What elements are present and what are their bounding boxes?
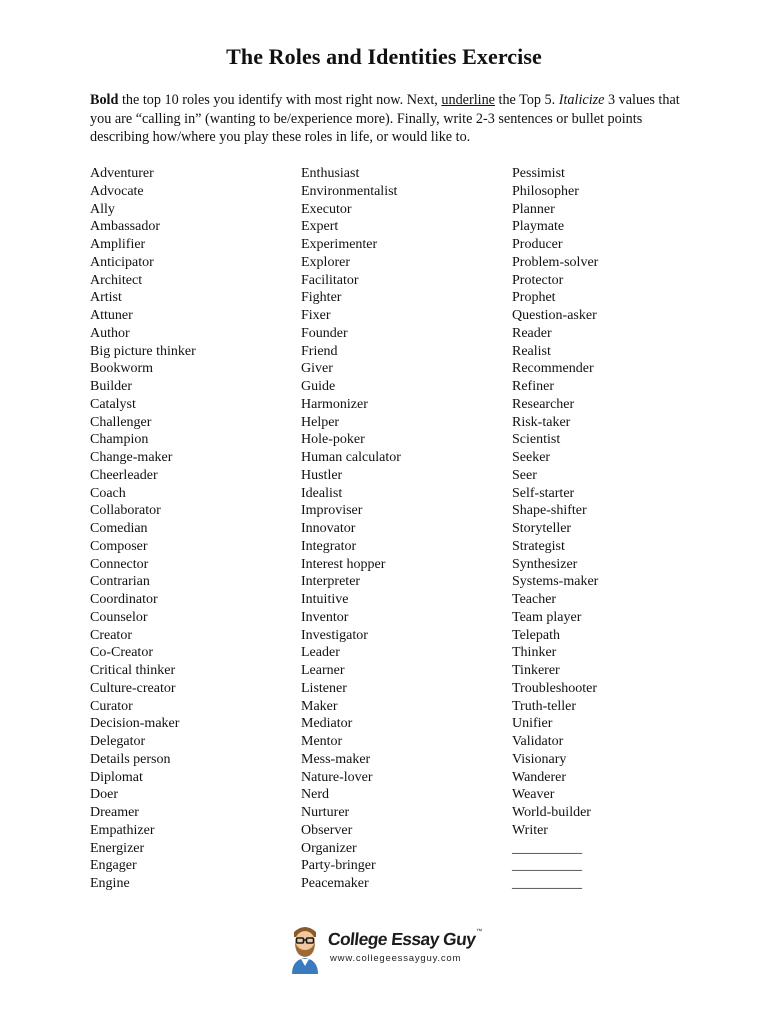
role-item: Builder [90, 379, 132, 394]
role-item: Weaver [512, 787, 555, 803]
role-item: Amplifier [90, 237, 146, 252]
role-item: Strategist [512, 538, 565, 554]
role-item: Ambassador [90, 219, 160, 235]
role-item: Planner [512, 201, 555, 217]
role-item: Enthusiast [301, 166, 360, 181]
role-item: Catalyst [90, 396, 136, 412]
role-item: Advocate [90, 183, 144, 199]
role-item: Storyteller [512, 521, 572, 536]
role-item: Cheerleader [90, 467, 158, 483]
role-item: Engine [90, 876, 130, 891]
role-item: Investigator [301, 627, 368, 643]
avatar-face-icon [286, 922, 324, 974]
role-item: Counselor [90, 609, 148, 625]
role-item: Fighter [301, 290, 342, 306]
role-item: Telepath [512, 627, 560, 643]
role-item: Pessimist [512, 166, 565, 181]
role-item: Bookworm [90, 361, 153, 377]
role-item: Systems-maker [512, 574, 599, 590]
role-item: Diplomat [90, 769, 143, 785]
blank-line: __________ [512, 876, 582, 891]
role-item: Connector [90, 556, 149, 572]
role-item: Culture-creator [90, 680, 176, 696]
role-item: Shape-shifter [512, 503, 587, 519]
role-item: Nature-lover [301, 769, 373, 785]
instruction-text-1: the top 10 roles you identify with most right now. Next, [118, 92, 442, 108]
role-item: Founder [301, 325, 348, 341]
page-title: The Roles and Identities Exercise [226, 44, 542, 69]
role-item: Risk-taker [512, 414, 571, 430]
role-item: Giver [301, 361, 333, 377]
roles-column-1 [90, 165, 196, 893]
instruction-italic-word: Italicize [558, 92, 605, 108]
role-item: Executor [301, 201, 352, 217]
role-item: Composer [90, 538, 148, 554]
role-item: Unifier [512, 716, 553, 732]
role-item: Creator [90, 627, 132, 643]
role-item: Maker [301, 698, 338, 714]
role-item: Refiner [512, 379, 554, 394]
role-item: Coach [90, 485, 126, 501]
role-item: Co-Creator [90, 645, 153, 661]
role-item: Playmate [512, 219, 565, 235]
role-item: Problem-solver [512, 254, 599, 270]
role-item: Ally [90, 201, 115, 217]
role-item: Energizer [90, 840, 145, 856]
role-item: Change-maker [90, 450, 173, 465]
role-item: Critical thinker [90, 663, 176, 678]
role-item: Architect [90, 272, 143, 288]
role-item: Question-asker [512, 308, 597, 323]
role-item: Seer [512, 467, 537, 483]
role-item: Improviser [301, 503, 363, 519]
role-item: Helper [301, 414, 340, 430]
role-item: Realist [512, 343, 551, 359]
role-item: Party-bringer [301, 858, 376, 874]
blank-line: __________ [512, 840, 582, 856]
role-item: Thinker [512, 645, 557, 661]
role-item: Visionary [512, 751, 567, 767]
role-item: Experimenter [301, 237, 378, 252]
role-item: Learner [301, 663, 345, 678]
role-item: Environmentalist [301, 183, 398, 199]
role-item: Human calculator [301, 450, 401, 465]
role-item: Coordinator [90, 592, 158, 607]
instructions-paragraph [90, 91, 690, 147]
role-item: Inventor [301, 609, 349, 625]
blank-line: __________ [512, 858, 582, 874]
role-item: Team player [512, 609, 582, 625]
role-item: Explorer [301, 254, 350, 270]
role-item: Big picture thinker [90, 343, 196, 359]
role-item: Integrator [301, 538, 357, 554]
role-item: World-builder [512, 805, 591, 820]
role-item: Mess-maker [301, 751, 371, 767]
role-item: Writer [512, 822, 548, 838]
instruction-bold-word: Bold [90, 92, 119, 108]
role-item: Author [90, 325, 130, 341]
role-item: Empathizer [90, 822, 155, 838]
role-item: Reader [512, 325, 552, 341]
role-item: Truth-teller [512, 698, 577, 714]
role-item: Recommender [512, 361, 594, 377]
roles-column-3 [512, 165, 598, 893]
role-item: Scientist [512, 432, 561, 448]
roles-column-2 [301, 165, 401, 893]
role-item: Delegator [90, 734, 146, 749]
role-item: Guide [301, 379, 336, 394]
role-item: Peacemaker [301, 876, 369, 891]
role-item: Intuitive [301, 592, 349, 607]
role-item: Anticipator [90, 254, 154, 270]
role-item: Innovator [301, 521, 356, 536]
role-item: Attuner [90, 308, 133, 323]
role-item: Organizer [301, 840, 357, 856]
role-item: Comedian [90, 521, 148, 536]
role-item: Protector [512, 272, 564, 288]
role-item: Hole-poker [301, 432, 365, 448]
role-item: Dreamer [90, 805, 139, 820]
role-item: Mediator [301, 716, 353, 732]
role-item: Interest hopper [301, 556, 386, 572]
role-item: Wanderer [512, 769, 567, 785]
instruction-text-2: the Top 5. [494, 92, 559, 108]
role-item: Troubleshooter [512, 680, 598, 696]
role-item: Artist [90, 290, 122, 306]
role-item: Friend [301, 343, 338, 359]
role-item: Leader [301, 645, 340, 661]
role-item: Details person [90, 751, 171, 767]
role-item: Self-starter [512, 485, 575, 501]
role-item: Observer [301, 822, 353, 838]
role-item: Champion [90, 432, 149, 448]
role-item: Interpreter [301, 574, 361, 590]
role-item: Harmonizer [301, 396, 368, 412]
role-item: Philosopher [512, 183, 579, 199]
role-item: Producer [512, 237, 563, 252]
role-item: Engager [90, 858, 137, 874]
role-item: Prophet [512, 290, 556, 306]
role-item: Tinkerer [512, 663, 560, 678]
role-item: Listener [301, 680, 347, 696]
role-item: Researcher [512, 396, 575, 412]
instruction-text-3: 3 values that you are “calling in” (wanting to be/experience more). Finally, write 2-3 sentences or bullet points describing how/where you play these roles in life, or would like to. [90, 92, 680, 145]
role-item: Seeker [512, 450, 551, 465]
instruction-underline-word: underline [441, 92, 495, 108]
role-item: Teacher [512, 592, 557, 607]
role-item: Adventurer [90, 166, 154, 181]
role-item: Challenger [90, 414, 152, 430]
role-item: Hustler [301, 467, 343, 483]
role-item: Mentor [301, 734, 343, 749]
role-item: Curator [90, 698, 133, 714]
brand-url: www.collegeessayguy.com [330, 953, 462, 964]
role-item: Nerd [301, 787, 329, 803]
role-item: Decision-maker [90, 716, 180, 732]
role-item: Validator [512, 734, 564, 749]
role-item: Expert [301, 219, 339, 235]
role-item: Facilitator [301, 272, 359, 288]
role-item: Idealist [301, 485, 343, 501]
role-item: Collaborator [90, 503, 161, 519]
brand-name: College Essay Guy™ [327, 929, 482, 949]
role-item: Contrarian [90, 574, 150, 590]
role-item: Fixer [301, 308, 331, 323]
role-item: Synthesizer [512, 556, 578, 572]
footer-logo [286, 922, 486, 974]
role-item: Nurturer [301, 805, 350, 820]
role-item: Doer [90, 787, 118, 803]
